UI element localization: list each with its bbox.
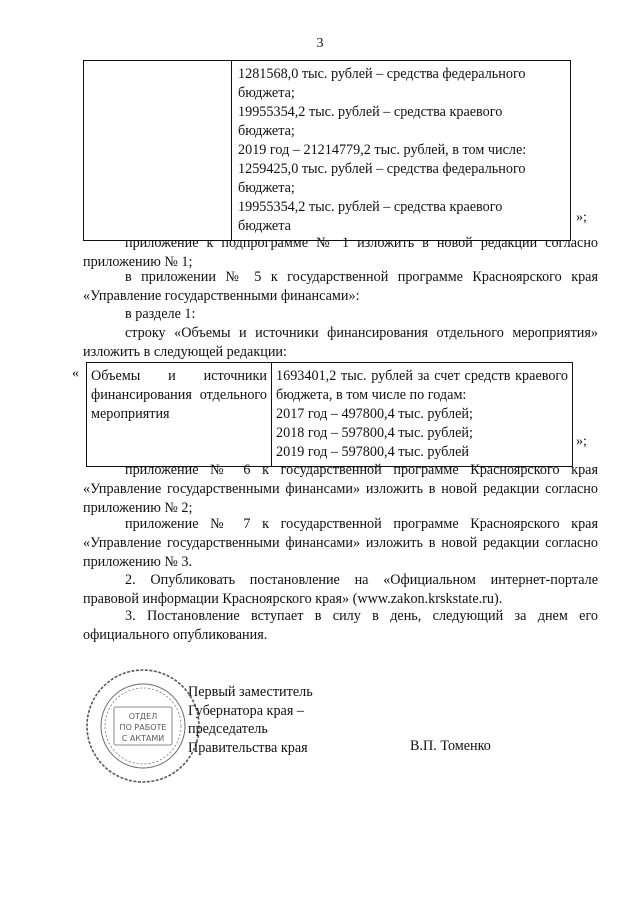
table2-line: 1693401,2 тыс. рублей за счет средств краевого бюджета, в том числе по годам: [276, 368, 568, 403]
paragraph-5: приложение № 6 к государственной программе Красноярского края «Управление государственными финансами» изложить в новой редакции согласно приложению № 2; [83, 462, 598, 516]
signature-line: Первый заместитель [188, 684, 313, 700]
table1-line: бюджета; [238, 180, 295, 196]
table1-line: бюджета; [238, 85, 295, 101]
financing-sources-table [86, 362, 573, 467]
official-stamp [84, 667, 202, 785]
table1-close-quote: »; [576, 210, 587, 225]
table1-left-cell [84, 61, 232, 241]
financing-table-continuation [83, 60, 571, 241]
table1-line: 19955354,2 тыс. рублей – средства краевого [238, 104, 503, 120]
paragraph-3: в разделе 1: [125, 306, 196, 322]
table2-label-cell: Объемы и источники финансирования отдельного мероприятия [87, 363, 272, 467]
paragraph-2: в приложении № 5 к государственной программе Красноярского края «Управление государственными финансами»: [83, 269, 598, 304]
signature-line: председатель [188, 721, 268, 737]
table1-right-cell [232, 61, 571, 241]
signature-line: Правительства края [188, 739, 308, 756]
table2-open-quote: « [72, 366, 79, 381]
page-number: 3 [316, 36, 324, 51]
stamp-line: С АКТАМИ [121, 734, 165, 743]
table2-line: 2019 год – 597800,4 тыс. рублей [276, 444, 469, 460]
paragraph-7: 2. Опубликовать постановление на «Официальном интернет-портале правовой информации Красноярского края» (www.zakon.krskstate.ru). [83, 572, 598, 607]
paragraph-6: приложение № 7 к государственной программе Красноярского края «Управление государственными финансами» изложить в новой редакции согласно приложению № 3. [83, 516, 598, 570]
table1-line: 19955354,2 тыс. рублей – средства краевого [238, 199, 503, 215]
paragraph-8: 3. Постановление вступает в силу в день, следующий за днем его официального опубликования. [83, 608, 598, 643]
stamp-line: ОТДЕЛ [128, 712, 158, 721]
paragraph-1: приложение к подпрограмме № 1 изложить в новой редакции согласно приложению № 1; [83, 235, 598, 270]
table2-line: 2017 год – 497800,4 тыс. рублей; [276, 406, 473, 422]
table2-value-cell [272, 363, 573, 467]
table1-line: 1259425,0 тыс. рублей – средства федерального [238, 161, 526, 177]
signature-block [188, 683, 313, 757]
signature-line: Губернатора края – [188, 702, 305, 719]
stamp-line: ПО РАБОТЕ [119, 723, 167, 732]
table1-line: бюджета; [238, 123, 295, 139]
table1-line: 2019 год – 21214779,2 тыс. рублей, в том числе: [238, 142, 527, 158]
table1-line: бюджета [238, 218, 291, 234]
signatory-name: В.П. Томенко [410, 738, 491, 754]
table1-line: 1281568,0 тыс. рублей – средства федерального [238, 66, 526, 82]
paragraph-4: строку «Объемы и источники финансирования отдельного мероприятия» изложить в следующей редакции: [83, 325, 598, 360]
table2-line: 2018 год – 597800,4 тыс. рублей; [276, 425, 473, 441]
table2-close-quote: »; [576, 434, 587, 449]
